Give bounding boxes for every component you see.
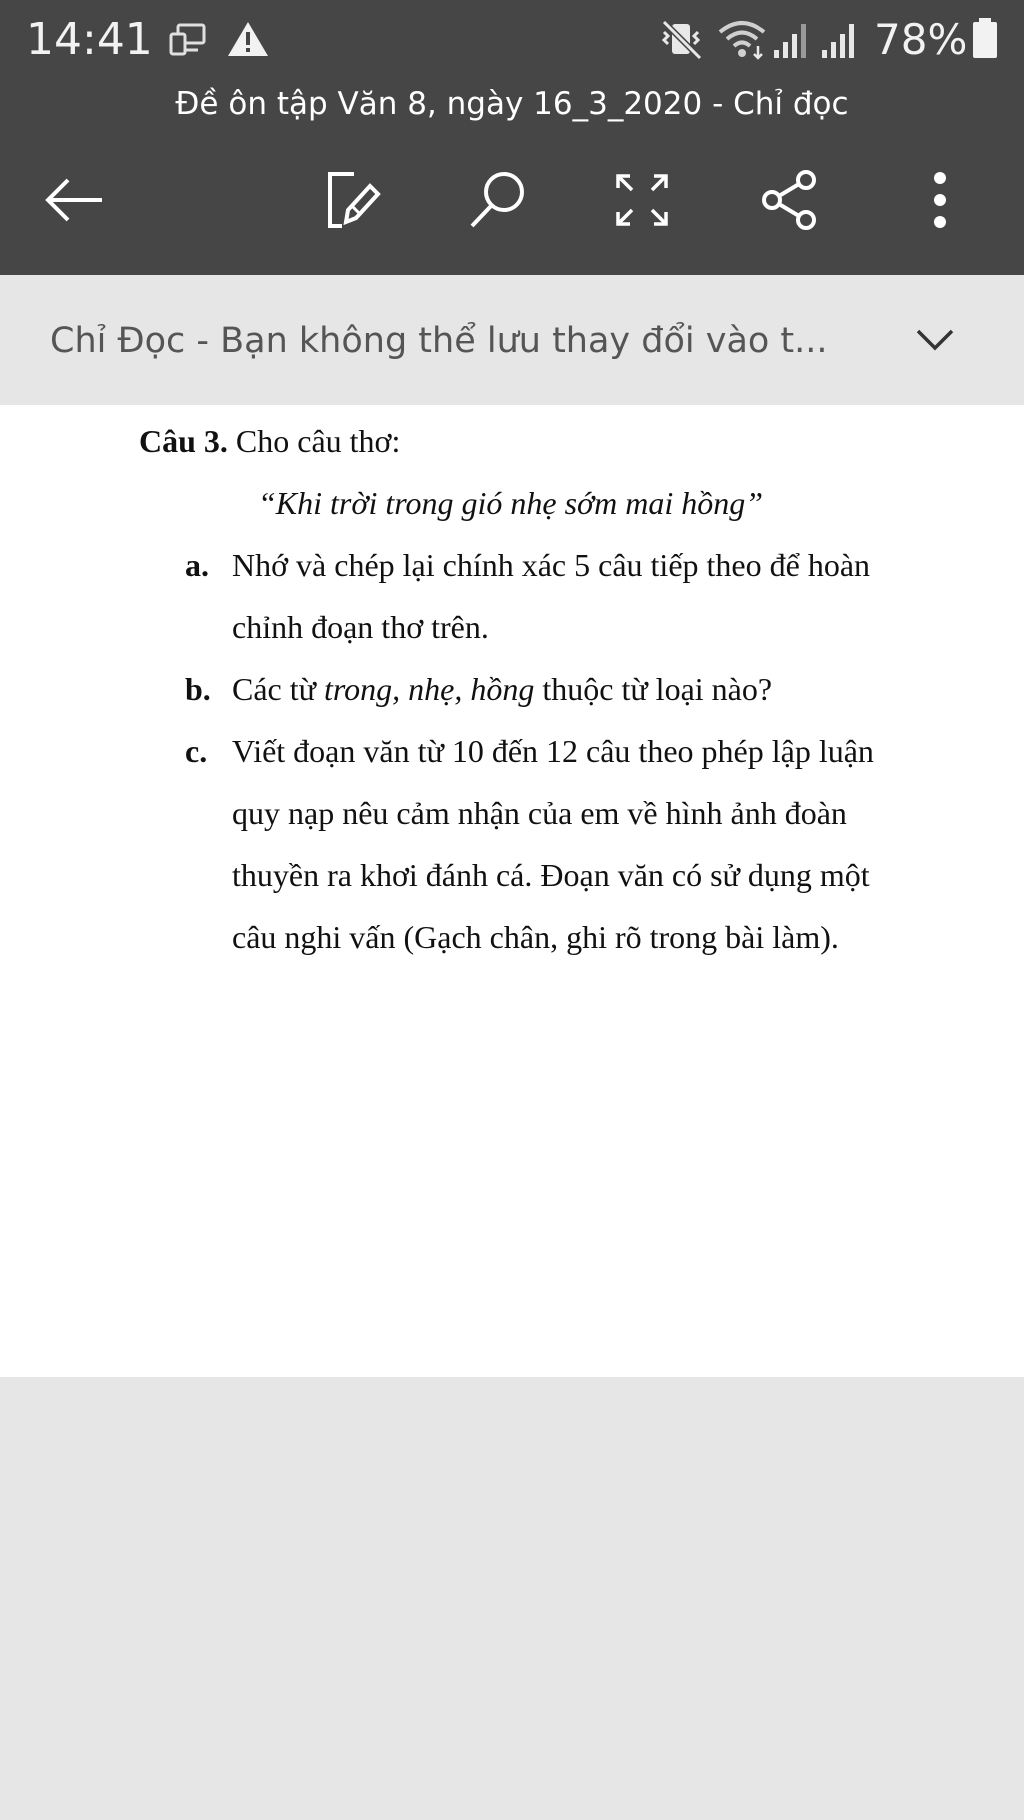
edit-icon	[318, 168, 382, 232]
share-button[interactable]	[750, 160, 830, 240]
warning-icon	[226, 20, 270, 58]
item-a-line-2: chỉnh đoạn thơ trên.	[232, 609, 489, 645]
item-c-line-4: câu nghi vấn (Gạch chân, ghi rõ trong bài làm).	[232, 919, 839, 955]
item-marker-c: c.	[185, 733, 208, 769]
poem-quote: “Khi trời trong gió nhẹ sớm mai hồng”	[258, 485, 764, 521]
question-label: Câu 3.	[139, 423, 228, 459]
battery-percentage: 78%	[874, 15, 968, 64]
item-a-line-1: Nhớ và chép lại chính xác 5 câu tiếp theo để hoàn	[232, 547, 871, 583]
back-button[interactable]	[34, 160, 114, 240]
edit-button[interactable]	[310, 160, 390, 240]
notice-expand-button[interactable]	[900, 310, 970, 370]
back-arrow-icon	[42, 176, 106, 224]
item-b-italic-words: trong, nhẹ, hồng	[323, 671, 535, 707]
document-title: Đề ôn tập Văn 8, ngày 16_3_2020 - Chỉ đọc	[175, 86, 849, 122]
signal-icon	[820, 20, 860, 60]
document-page	[0, 405, 1024, 1377]
status-time: 14:41	[26, 14, 153, 65]
vibrate-mute-icon	[660, 18, 704, 62]
item-marker-a: a.	[185, 547, 209, 583]
chevron-down-icon	[915, 328, 955, 352]
search-icon	[466, 168, 530, 232]
fullscreen-button[interactable]	[602, 160, 682, 240]
question-heading	[139, 419, 400, 463]
item-b-line	[232, 667, 772, 711]
question-text: Cho câu thơ:	[235, 423, 401, 459]
item-c-line-2: quy nạp nêu cảm nhận của em về hình ảnh đoàn	[232, 795, 847, 831]
fullscreen-icon	[612, 170, 672, 230]
item-c-line-3: thuyền ra khơi đánh cá. Đoạn văn có sử dụng một	[232, 857, 870, 893]
share-icon	[758, 168, 822, 232]
more-options-button[interactable]	[900, 160, 980, 240]
screen-share-icon	[168, 22, 208, 58]
more-icon	[930, 168, 950, 232]
search-button[interactable]	[458, 160, 538, 240]
wifi-icon	[716, 16, 768, 60]
item-b-suffix: thuộc từ loại nào?	[542, 671, 773, 707]
signal-icon	[772, 20, 812, 60]
item-b-prefix: Các từ	[232, 671, 316, 707]
battery-icon	[970, 16, 1000, 60]
app-header	[0, 0, 1024, 275]
item-c-line-1: Viết đoạn văn từ 10 đến 12 câu theo phép lập luận	[232, 733, 874, 769]
item-marker-b: b.	[185, 671, 211, 707]
read-only-notice-text: Chỉ Đọc - Bạn không thể lưu thay đổi vào t...	[50, 321, 828, 361]
read-only-notice-bar	[0, 275, 1024, 405]
status-bar	[0, 0, 1024, 80]
